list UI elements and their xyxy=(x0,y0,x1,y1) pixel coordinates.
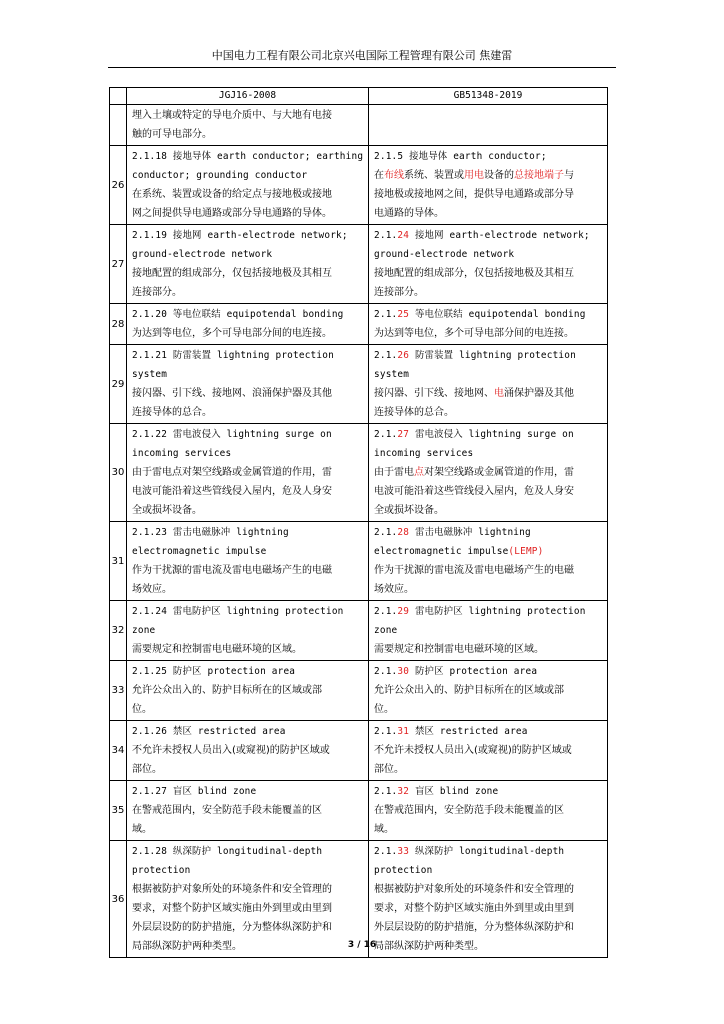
text-line: 局部纵深防护两种类型。 xyxy=(374,941,484,952)
text-line: 接地配置的组成部分，仅包括接地极及其相互 xyxy=(132,268,332,279)
left-cell xyxy=(127,522,369,601)
text-span: 2.1. xyxy=(374,666,398,677)
text-line: 电通路的导体。 xyxy=(374,208,444,219)
right-cell xyxy=(369,522,608,601)
term-line xyxy=(374,602,604,621)
row-number: 34 xyxy=(110,721,127,781)
right-cell xyxy=(369,304,608,345)
text-line: 允许公众出入的、防护目标所在的区域或部 xyxy=(374,685,564,696)
text-line: 外层层设防的防护措施，分为整体纵深防护和 xyxy=(374,922,574,933)
term-line: 2.1.18 接地导体 earth conductor; earthing xyxy=(132,151,364,162)
term-line xyxy=(374,542,604,561)
table-row xyxy=(110,721,608,781)
header-left-standard: JGJ16-2008 xyxy=(127,88,369,105)
term-line: 2.1.21 防雷装置 lightning protection xyxy=(132,350,334,361)
right-cell xyxy=(369,105,608,146)
text-line: 要求，对整个防护区域实施由外到里或由里到 xyxy=(132,903,332,914)
term-line: zone xyxy=(374,625,398,636)
text-span: 防雷装置 lightning protection xyxy=(409,350,576,361)
term-line xyxy=(374,722,604,741)
changed-clause-number: 25 xyxy=(397,309,410,320)
text-span: 对架空线路或金属管道的作用，雷 xyxy=(424,467,574,478)
text-span: 2.1. xyxy=(374,606,398,617)
table-row xyxy=(110,522,608,601)
left-cell xyxy=(127,601,369,661)
left-cell xyxy=(127,304,369,345)
term-line xyxy=(374,425,604,444)
term-line: 2.1.27 盲区 blind zone xyxy=(132,786,257,797)
right-cell xyxy=(369,781,608,841)
term-line: system xyxy=(374,369,410,380)
row-number: 33 xyxy=(110,661,127,721)
term-line: incoming services xyxy=(374,448,474,459)
text-span: 禁区 restricted area xyxy=(409,726,528,737)
text-line: 触的可导电部分。 xyxy=(132,129,212,140)
text-line: 连接部分。 xyxy=(132,287,182,298)
changed-text: 总接地端子 xyxy=(514,170,564,181)
text-line: 不允许未授权人员出入(或窥视)的防护区域或 xyxy=(374,745,572,756)
text-span: 在 xyxy=(374,170,384,181)
text-line: 外层层设防的防护措施，分为整体纵深防护和 xyxy=(132,922,332,933)
text-line: 电波可能沿着这些管线侵入屋内，危及人身安 xyxy=(132,486,332,497)
term-line: 2.1.22 雷电波侵入 lightning surge on xyxy=(132,429,332,440)
changed-clause-number: 26 xyxy=(397,350,410,361)
text-line: 电波可能沿着这些管线侵入屋内，危及人身安 xyxy=(374,486,574,497)
text-line: 要求，对整个防护区域实施由外到里或由里到 xyxy=(374,903,574,914)
changed-text: (LEMP) xyxy=(508,546,544,557)
text-span: 系统、装置或 xyxy=(404,170,464,181)
term-line: electromagnetic impulse xyxy=(132,546,267,557)
text-line: 在系统、装置或设备的给定点与接地极或接地 xyxy=(132,189,332,200)
text-line: 需要规定和控制雷电电磁环境的区域。 xyxy=(132,644,302,655)
changed-clause-number: 29 xyxy=(397,606,410,617)
text-span: 设备的 xyxy=(484,170,514,181)
header-rule xyxy=(108,67,616,68)
text-line: 位。 xyxy=(132,704,152,715)
text-line: 全或损坏设备。 xyxy=(374,505,444,516)
text-line: 位。 xyxy=(374,704,394,715)
changed-clause-number: 33 xyxy=(397,846,410,857)
changed-clause-number: 27 xyxy=(397,429,410,440)
text-line: 允许公众出入的、防护目标所在的区域或部 xyxy=(132,685,322,696)
text-span: 防护区 protection area xyxy=(409,666,538,677)
text-span: 2.1. xyxy=(374,309,398,320)
text-line: 部位。 xyxy=(374,764,404,775)
term-line xyxy=(374,226,604,245)
term-line: protection xyxy=(132,865,191,876)
changed-clause-number: 30 xyxy=(397,666,410,677)
term-line: incoming services xyxy=(132,448,232,459)
term-line: 2.1.26 禁区 restricted area xyxy=(132,726,286,737)
row-number: 35 xyxy=(110,781,127,841)
table-row xyxy=(110,601,608,661)
text-line: 域。 xyxy=(374,824,394,835)
text-line: 域。 xyxy=(132,824,152,835)
text-span: 2.1. xyxy=(374,846,398,857)
changed-text: 点 xyxy=(414,467,424,478)
right-cell xyxy=(369,146,608,225)
left-cell xyxy=(127,721,369,781)
text-line: 网之间提供导电通路或部分导电通路的导体。 xyxy=(132,208,332,219)
text-line: 在警戒范围内，安全防范手段未能覆盖的区 xyxy=(132,805,322,816)
text-line: 由于雷电点对架空线路或金属管道的作用，雷 xyxy=(132,467,332,478)
changed-text: 布线 xyxy=(384,170,404,181)
term-line xyxy=(374,842,604,861)
term-line: 2.1.23 雷击电磁脉冲 lightning xyxy=(132,527,289,538)
left-cell xyxy=(127,146,369,225)
table-row xyxy=(110,146,608,225)
text-line: 埋入土壤或特定的导电介质中、与大地有电接 xyxy=(132,110,332,121)
text-span: 2.1. xyxy=(374,429,398,440)
term-line xyxy=(374,346,604,365)
term-line xyxy=(374,662,604,681)
text-span: 接闪器、引下线、接地网、 xyxy=(374,388,494,399)
row-number: 32 xyxy=(110,601,127,661)
text-span: 2.1. xyxy=(374,230,398,241)
text-line: 作为干扰源的雷电流及雷电电磁场产生的电磁 xyxy=(374,565,574,576)
text-line: 连接导体的总合。 xyxy=(132,407,212,418)
changed-text: 电 xyxy=(494,388,504,399)
text-line: 接地配置的组成部分，仅包括接地极及其相互 xyxy=(374,268,574,279)
page-header: 中国电力工程有限公司北京兴电国际工程管理有限公司 焦建雷 xyxy=(211,49,513,62)
table-row xyxy=(110,304,608,345)
text-line: 场效应。 xyxy=(374,584,414,595)
text-line xyxy=(374,463,604,482)
changed-clause-number: 28 xyxy=(397,527,410,538)
table-row xyxy=(110,225,608,304)
header-right-standard: GB51348-2019 xyxy=(369,88,608,105)
text-span: 涌保护器及其他 xyxy=(504,388,574,399)
term-line: ground-electrode network xyxy=(132,249,273,260)
text-line: 场效应。 xyxy=(132,584,172,595)
text-span: 雷电波侵入 lightning surge on xyxy=(409,429,574,440)
row-number: 27 xyxy=(110,225,127,304)
term-line: ground-electrode network xyxy=(374,249,515,260)
term-line xyxy=(374,782,604,801)
term-line: 2.1.25 防护区 protection area xyxy=(132,666,296,677)
right-cell xyxy=(369,661,608,721)
term-line: system xyxy=(132,369,168,380)
table-header-row xyxy=(110,88,608,105)
text-line xyxy=(374,166,604,185)
row-number: 29 xyxy=(110,345,127,424)
row-number: 31 xyxy=(110,522,127,601)
text-span: 雷击电磁脉冲 lightning xyxy=(409,527,531,538)
text-line: 作为干扰源的雷电流及雷电电磁场产生的电磁 xyxy=(132,565,332,576)
table-row xyxy=(110,661,608,721)
left-cell xyxy=(127,225,369,304)
term-line: 2.1.19 接地网 earth-electrode network; xyxy=(132,230,348,241)
page-number: 3 / 16 xyxy=(347,940,377,950)
right-cell xyxy=(369,601,608,661)
table-row xyxy=(110,105,608,146)
text-span: electromagnetic impulse xyxy=(374,546,509,557)
term-line: 2.1.5 接地导体 earth conductor; xyxy=(374,151,547,162)
row-number: 36 xyxy=(110,841,127,958)
changed-clause-number: 24 xyxy=(397,230,410,241)
changed-clause-number: 31 xyxy=(397,726,410,737)
changed-clause-number: 32 xyxy=(397,786,410,797)
left-cell xyxy=(127,345,369,424)
left-cell xyxy=(127,424,369,522)
text-line: 接闪器、引下线、接地网、浪涌保护器及其他 xyxy=(132,388,332,399)
text-span: 2.1. xyxy=(374,350,398,361)
right-cell xyxy=(369,424,608,522)
row-number xyxy=(110,105,127,146)
text-span: 由于雷电 xyxy=(374,467,414,478)
text-span: 雷电防护区 lightning protection xyxy=(409,606,586,617)
term-line: protection xyxy=(374,865,433,876)
table-row xyxy=(110,345,608,424)
row-number: 26 xyxy=(110,146,127,225)
text-line xyxy=(374,384,604,403)
term-line: conductor; grounding conductor xyxy=(132,170,308,181)
term-line: 2.1.24 雷电防护区 lightning protection xyxy=(132,606,344,617)
right-cell xyxy=(369,345,608,424)
right-cell xyxy=(369,225,608,304)
text-line: 为达到等电位，多个可导电部分间的电连接。 xyxy=(374,328,574,339)
text-span: 与 xyxy=(564,170,574,181)
term-line xyxy=(374,305,604,324)
text-span: 纵深防护 longitudinal-depth xyxy=(409,846,565,857)
left-cell xyxy=(127,105,369,146)
comparison-table xyxy=(109,87,608,958)
text-line: 部位。 xyxy=(132,764,162,775)
text-line: 连接部分。 xyxy=(374,287,424,298)
text-line: 接地极或接地网之间，提供导电通路或部分导 xyxy=(374,189,574,200)
row-number: 28 xyxy=(110,304,127,345)
text-line: 不允许未授权人员出入(或窥视)的防护区域或 xyxy=(132,745,330,756)
text-line: 在警戒范围内，安全防范手段未能覆盖的区 xyxy=(374,805,564,816)
term-line: zone xyxy=(132,625,156,636)
header-num-cell xyxy=(110,88,127,105)
text-line: 根据被防护对象所处的环境条件和安全管理的 xyxy=(132,884,332,895)
text-line: 根据被防护对象所处的环境条件和安全管理的 xyxy=(374,884,574,895)
left-cell xyxy=(127,661,369,721)
text-span: 接地网 earth-electrode network; xyxy=(409,230,590,241)
text-span: 等电位联结 equipotendal bonding xyxy=(409,309,586,320)
text-span: 2.1. xyxy=(374,786,398,797)
term-line xyxy=(374,523,604,542)
left-cell xyxy=(127,781,369,841)
row-number: 30 xyxy=(110,424,127,522)
table-row xyxy=(110,781,608,841)
changed-text: 用电 xyxy=(464,170,484,181)
text-line: 局部纵深防护两种类型。 xyxy=(132,941,242,952)
term-line: 2.1.20 等电位联结 equipotendal bonding xyxy=(132,309,344,320)
text-line: 连接导体的总合。 xyxy=(374,407,454,418)
text-line: 为达到等电位，多个可导电部分间的电连接。 xyxy=(132,328,332,339)
table-row xyxy=(110,424,608,522)
text-span: 2.1. xyxy=(374,726,398,737)
text-line: 全或损坏设备。 xyxy=(132,505,202,516)
text-span: 2.1. xyxy=(374,527,398,538)
text-line: 需要规定和控制雷电电磁环境的区域。 xyxy=(374,644,544,655)
text-span: 盲区 blind zone xyxy=(409,786,499,797)
right-cell xyxy=(369,721,608,781)
term-line: 2.1.28 纵深防护 longitudinal-depth xyxy=(132,846,323,857)
